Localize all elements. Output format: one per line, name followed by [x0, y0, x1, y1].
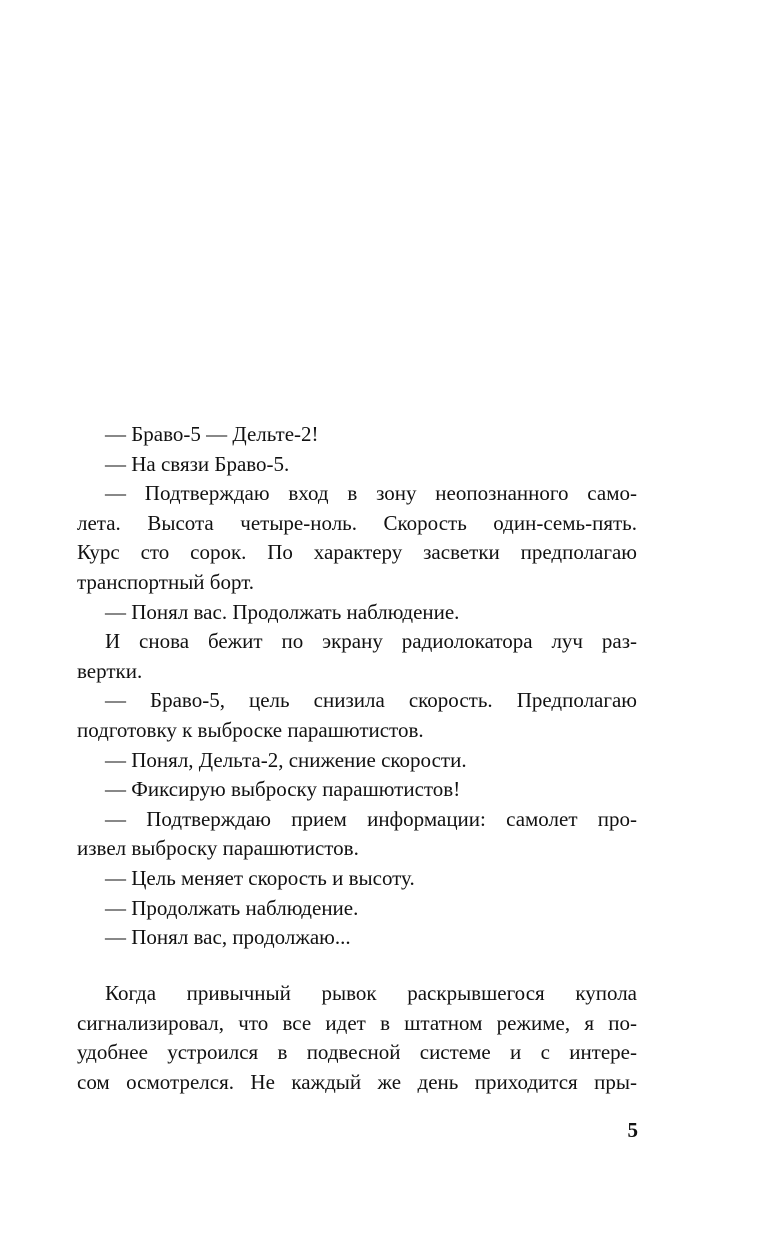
dialogue-line: — Цель меняет скорость и высоту. — [105, 865, 415, 890]
dialogue-line: — На связи Браво-5. — [105, 451, 290, 476]
dialogue-line: — Продолжать наблюдение. — [105, 895, 359, 920]
dialogue-line: подготовку к выброске парашютистов. — [77, 717, 424, 742]
page-number: 5 — [627, 1118, 638, 1142]
dialogue-line: транспортный борт. — [77, 569, 255, 594]
narrative-line: удобнее устроился в подвесной системе и с интере- — [77, 1040, 637, 1065]
narrative-paragraph — [77, 979, 637, 1097]
dialogue-line: — Подтверждаю прием информации: самолет про- — [105, 806, 637, 831]
dialogue-line: — Браво-5 — Дельте-2! — [105, 422, 319, 446]
dialogue-line: вертки. — [77, 658, 143, 683]
dialogue-line: — Понял вас. Продолжать наблюдение. — [105, 599, 460, 624]
dialogue-line: — Фиксирую выброску парашютистов! — [105, 777, 461, 802]
radio-dialogue — [77, 420, 637, 953]
dialogue-line: — Браво-5, цель снизила скорость. Предполагаю — [105, 688, 637, 713]
dialogue-line: Курс сто сорок. По характеру засветки предполагаю — [77, 540, 637, 565]
dialogue-line: И снова бежит по экрану радиолокатора луч раз- — [105, 629, 637, 654]
narrative-line: Когда привычный рывок раскрывшегося купола — [105, 981, 637, 1005]
dialogue-line: — Понял вас, продолжаю... — [105, 925, 351, 950]
dialogue-line: лета. Высота четыре-ноль. Скорость один-семь-пять. — [77, 510, 637, 535]
dialogue-line: — Подтверждаю вход в зону неопознанного само- — [105, 481, 637, 506]
dialogue-line: извел выброску парашютистов. — [77, 836, 359, 861]
dialogue-line: — Понял, Дельта-2, снижение скорости. — [105, 747, 467, 772]
narrative-line: сигнализировал, что все идет в штатном режиме, я по- — [77, 1010, 637, 1035]
narrative-line: сом осмотрелся. Не каждый же день приходится пры- — [77, 1069, 637, 1094]
